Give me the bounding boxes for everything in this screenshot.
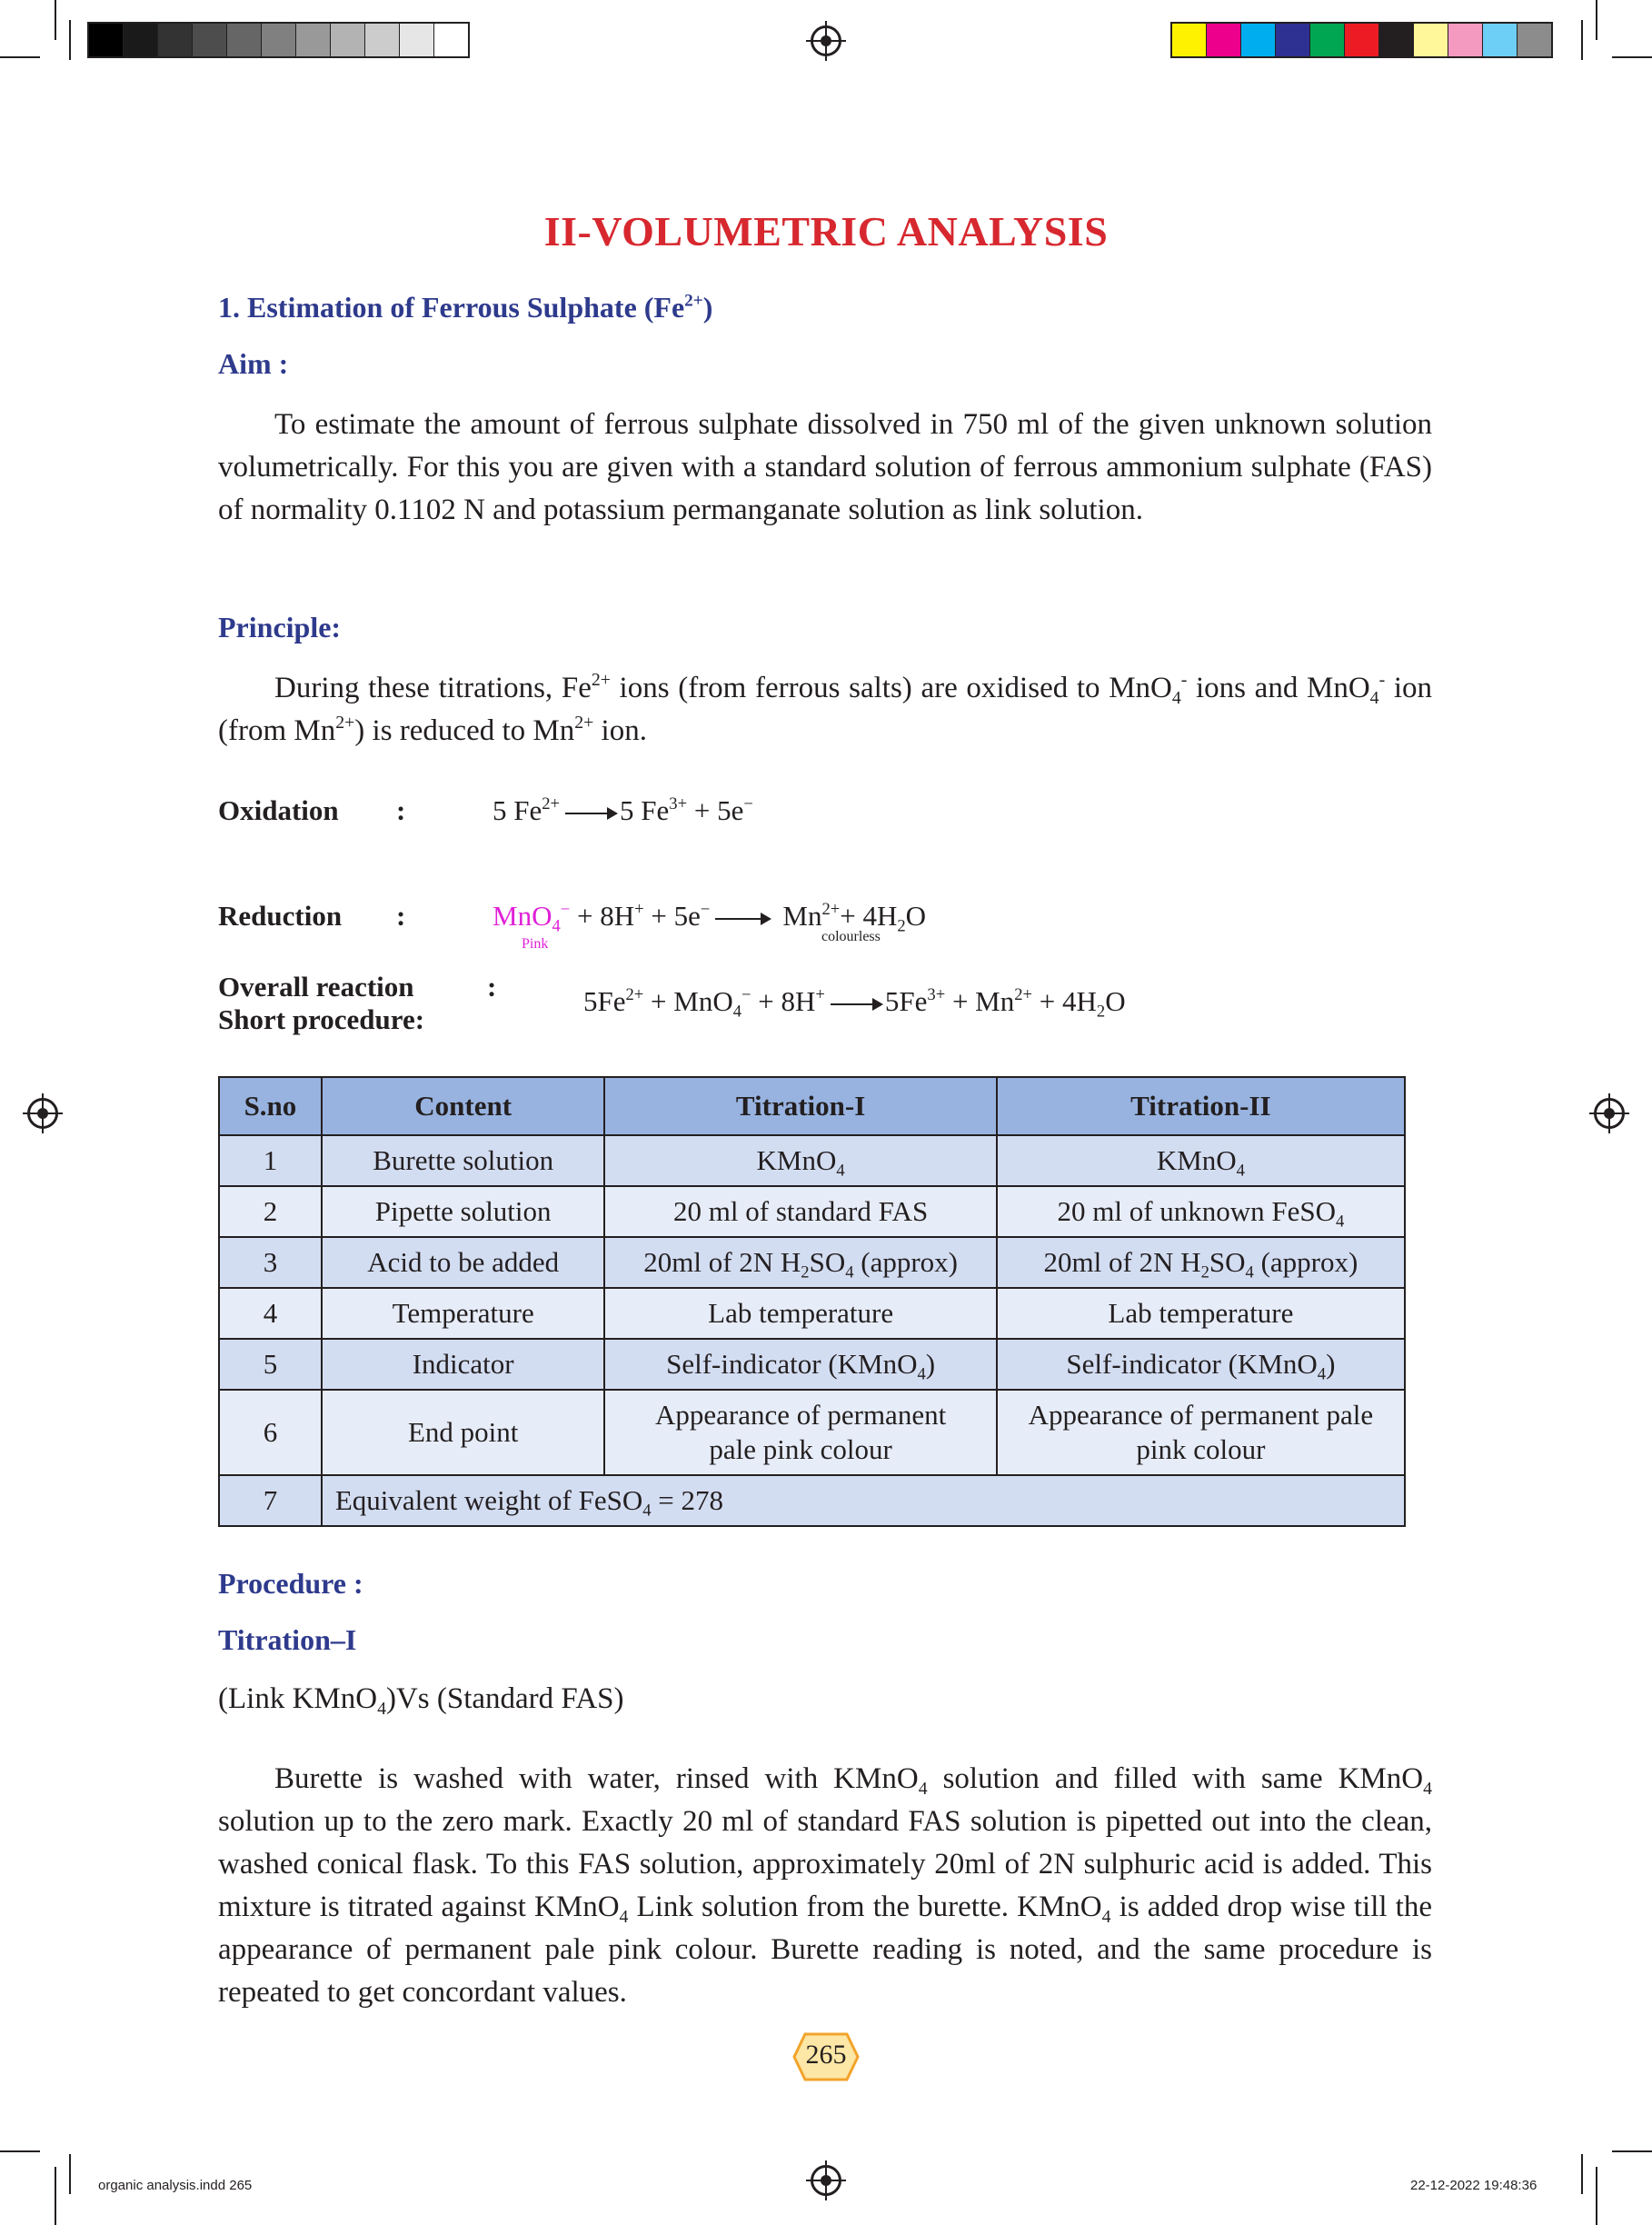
table-row	[219, 1390, 1405, 1475]
colon: :	[396, 794, 406, 826]
table-cell: 1	[219, 1135, 322, 1186]
table-cell: 3	[219, 1237, 322, 1288]
table-header: S.no	[219, 1077, 322, 1135]
table-header: Titration-I	[604, 1077, 996, 1135]
crop-mark	[1581, 2154, 1583, 2194]
table-cell: Pipette solution	[322, 1186, 605, 1237]
oxidation-equation: 5 $Fe^{2+}$ 5 $Fe^{3+} + 5e^-$	[493, 793, 753, 826]
arrow-icon	[715, 918, 770, 920]
crop-mark	[1612, 56, 1652, 58]
short-procedure-label: Short procedure:	[218, 1003, 425, 1035]
table-cell: Self-indicator (KMnO$_4$)	[997, 1339, 1405, 1390]
crop-mark	[0, 56, 40, 58]
principle-heading: Principle:	[218, 611, 342, 644]
procedure-heading: Procedure :	[218, 1567, 363, 1600]
swatch	[1345, 24, 1379, 56]
table-header: Content	[322, 1077, 605, 1135]
arrow-icon	[831, 1003, 881, 1005]
swatch	[262, 24, 296, 56]
table-cell: 6	[219, 1390, 322, 1475]
swatch	[331, 24, 365, 56]
link-line: (Link KMnO$_4$)Vs (Standard FAS)	[218, 1682, 624, 1719]
reduction-equation: MnO$_4$− + 8H+ + 5e− $Mn^{2+}+ 4H_2O$	[493, 899, 927, 936]
procedure-paragraph: Burette is washed with water, rinsed with KMnO$_4$ solution and filled with same KMnO$_4$ solution up to the zero mark. Exactly 20 ml of standard FAS solution is pipetted out into the clean, washed conical flask. To this FAS solution, approximately 20ml of 2N sulphuric acid is added. This mixture is titrated against KMnO$_4$ Link solution from the burette. KMnO$_4$ is added drop wise till the appearance of permanent pale pink colour. Burette reading is noted, and the same procedure is repeated to get concordant values.	[218, 1762, 1432, 2009]
procedure-table	[218, 1076, 1406, 1527]
page-title: II-VOLUMETRIC ANALYSIS	[543, 208, 1109, 254]
crop-mark	[1596, 2167, 1597, 2225]
aim-heading: Aim :	[218, 347, 289, 380]
crop-mark	[1596, 0, 1597, 40]
process-color-bar	[1170, 22, 1553, 58]
table-row	[219, 1288, 1405, 1339]
table-cell: 7	[219, 1475, 322, 1526]
colourless-label: colourless	[821, 929, 881, 944]
footer-file: organic analysis.indd 265	[98, 2178, 253, 2193]
table-header: Titration-II	[997, 1077, 1405, 1135]
table-row	[219, 1475, 1405, 1526]
swatch	[1241, 24, 1276, 56]
table-cell: Equivalent weight of FeSO$_4$ = 278	[322, 1475, 1405, 1526]
table-row	[219, 1135, 1405, 1186]
colon: :	[487, 971, 497, 1003]
table-cell: KMnO$_4$	[604, 1135, 996, 1186]
table-cell: 20ml of 2N $H_2SO_4$ (approx)	[604, 1237, 996, 1288]
arrow-icon	[565, 813, 616, 814]
table-cell: End point	[322, 1390, 605, 1475]
page-number: 265	[805, 2040, 847, 2070]
overall-reaction-label: Overall reaction	[218, 971, 414, 1003]
table-row	[219, 1339, 1405, 1390]
swatch	[193, 24, 227, 56]
table-cell: 20 ml of unknown FeSO$_4$	[997, 1186, 1405, 1237]
registration-mark-icon	[27, 1098, 58, 1129]
table-cell: 4	[219, 1288, 322, 1339]
table-cell: Lab temperature	[997, 1288, 1405, 1339]
swatch	[1483, 24, 1518, 56]
swatch	[296, 24, 331, 56]
table-cell: Appearance of permanent pale pink colour	[604, 1390, 996, 1475]
swatch	[1207, 24, 1241, 56]
colon: :	[396, 900, 406, 932]
table-cell: Indicator	[322, 1339, 605, 1390]
crop-mark	[69, 20, 71, 60]
swatch	[1310, 24, 1345, 56]
swatch	[400, 24, 434, 56]
oxidation-label: Oxidation	[218, 794, 339, 826]
table-row	[219, 1186, 1405, 1237]
table-cell: Lab temperature	[604, 1288, 996, 1339]
crop-mark	[55, 2167, 56, 2225]
footer-date: 22-12-2022 19:48:36	[1410, 2178, 1538, 2193]
swatch	[158, 24, 193, 56]
swatch	[227, 24, 262, 56]
table-cell: Self-indicator (KMnO$_4$)	[604, 1339, 996, 1390]
table-cell: Acid to be added	[322, 1237, 605, 1288]
swatch	[1518, 24, 1551, 56]
swatch	[1172, 24, 1207, 56]
registration-mark-icon	[1594, 1098, 1625, 1129]
registration-mark-icon	[811, 2165, 841, 2196]
swatch	[124, 24, 158, 56]
principle-paragraph: During these titrations, $Fe^{2+}$ ions (from ferrous salts) are oxidised to MnO$_4$- ions and MnO$_4$- ion (from $Mn^{2+}$) is reduced to $Mn^{2+}$ ion.	[218, 670, 1432, 747]
reduction-label: Reduction	[218, 900, 343, 932]
crop-mark	[1581, 20, 1583, 60]
table-cell: Appearance of permanent pale pink colour	[997, 1390, 1405, 1475]
crop-mark	[69, 2154, 71, 2194]
crop-mark	[0, 2150, 40, 2152]
table-cell: 20 ml of standard FAS	[604, 1186, 996, 1237]
crop-mark	[1612, 2150, 1652, 2152]
swatch	[365, 24, 400, 56]
swatch	[1414, 24, 1448, 56]
aim-paragraph: To estimate the amount of ferrous sulphate dissolved in 750 ml of the given unknown solution volumetrically. For this you are given with a standard solution of ferrous ammonium sulphate (FAS) of normality 0.1102 N and potassium permanganate solution as link solution.	[218, 408, 1432, 526]
table-cell: 2	[219, 1186, 322, 1237]
swatch	[1448, 24, 1483, 56]
swatch	[1276, 24, 1310, 56]
table-cell: Temperature	[322, 1288, 605, 1339]
pink-label: Pink	[522, 936, 549, 952]
table-cell: Burette solution	[322, 1135, 605, 1186]
table-header-row	[219, 1077, 1405, 1135]
table-cell: KMnO$_4$	[997, 1135, 1405, 1186]
grayscale-color-bar	[87, 22, 470, 58]
section-heading: 1. Estimation of Ferrous Sulphate $(Fe^{2+})$	[218, 291, 713, 324]
overall-equation: $5Fe^{2+} + MnO_4^- + 8H^+$ $5Fe^{3+} + Mn^{2+} + 4H_2O$	[583, 984, 1126, 1022]
swatch	[89, 24, 124, 56]
table-cell: 20ml of 2N $H_2SO_4$ (approx)	[997, 1237, 1405, 1288]
titration-heading: Titration–I	[218, 1623, 357, 1656]
crop-mark	[55, 0, 56, 40]
table-cell: 5	[219, 1339, 322, 1390]
registration-mark-icon	[811, 25, 841, 56]
swatch	[434, 24, 468, 56]
swatch	[1379, 24, 1414, 56]
table-row	[219, 1237, 1405, 1288]
